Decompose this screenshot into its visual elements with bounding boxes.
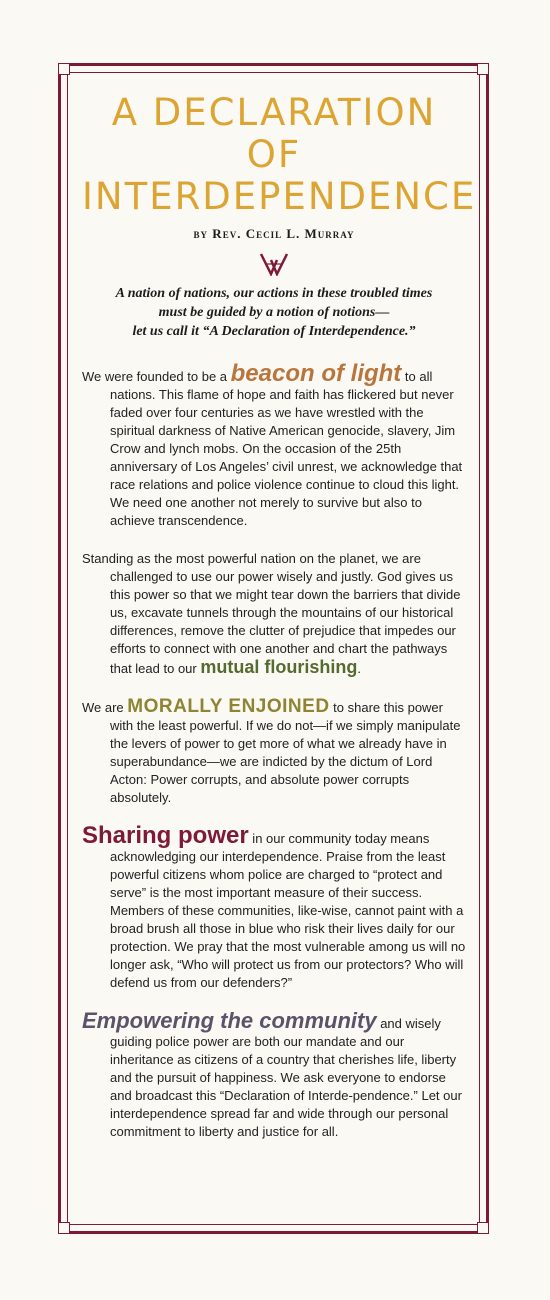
highlight-sharing-power: Sharing power (82, 822, 249, 849)
title-line-1: A DECLARATION OF (111, 91, 437, 176)
highlight-morally-enjoined: MORALLY ENJOINED (127, 696, 330, 717)
paragraph-3 (82, 698, 466, 807)
title-line-2: INTERDEPENDENCE (82, 175, 477, 218)
p1-text-before: We were founded to be a (82, 369, 231, 384)
p3-text-after: to share this power with the least powerful. If we do not—if we simply manipulate the levers of power to get more of what we already have in superabundance—we are indicted by the dictum of Lord Acton: Power corrupts, and absolute power corrupts absolutely. (110, 700, 461, 805)
highlight-empowering-the-community: Empowering the community (82, 1008, 377, 1033)
paragraph-5 (82, 1008, 466, 1141)
corner-ornament-icon (58, 1222, 70, 1234)
p2-text-after: . (357, 661, 361, 676)
highlight-mutual-flourishing: mutual flourishing (200, 657, 358, 677)
paragraph-2 (82, 550, 466, 678)
paragraph-1 (82, 360, 466, 530)
article-content (82, 82, 477, 1141)
author-byline: by Rev. Cecil L. Murray (193, 226, 355, 241)
monogram-ornament-icon (259, 252, 289, 276)
p3-text-before: We are (82, 700, 128, 715)
corner-ornament-icon (477, 1222, 489, 1234)
intro-line-1: A nation of nations, our actions in these troubled times (115, 286, 433, 301)
p1-text-after: to all nations. This flame of hope and faith has flickered but never faded over four centuries as we have wrestled with the spiritual darkness of Native American genocide, slavery, Jim Crow and lynch mobs. On the occasion of the 25th anniversary of Los Angeles’ civil unrest, we acknowledge that race relations and police violence continue to cloud this light. We need one another not merely to survive but also to achieve transcendence. (110, 369, 463, 528)
highlight-beacon-of-light: beacon of light (230, 360, 402, 387)
p4-text-after: in our community today means acknowledging our interdependence. Praise from the least powerful citizens whom police are charged to “protect and serve” is the most important measure of their success. Members of these communities, like-wise, cannot paint with a broad brush all those in blue who risk their lives daily for our protection. We pray that the most vulnerable among us will no longer ask, “Who will protect us from our protectors? Who will defend us from our defenders?” (110, 831, 466, 990)
intro-quote (82, 284, 466, 341)
corner-ornament-icon (58, 63, 70, 75)
paragraph-4 (82, 822, 466, 992)
article-title (82, 91, 477, 218)
intro-line-3: let us call it “A Declaration of Interdependence.” (132, 324, 416, 339)
p5-text-after: and wisely guiding police power are both our mandate and our inheritance as citizens of a country that cherishes life, liberty and the pursuit of happiness. We ask everyone to endorse and broadcast this “Declaration of Interde-pendence.” Let our interdependence spread far and wide through our personal commitment to liberty and justice for all. (110, 1016, 462, 1139)
corner-ornament-icon (477, 63, 489, 75)
p2-text-before: Standing as the most powerful nation on the planet, we are challenged to use our power wisely and justly. God gives us this power so that we might tear down the barriers that divide us, excavate tunnels through the mountains of our historical differences, remove the clutter of prejudice that impedes our efforts to connect with one another and chart the pathways that lead to our (82, 551, 461, 676)
intro-line-2: must be guided by a notion of notions— (158, 305, 390, 320)
